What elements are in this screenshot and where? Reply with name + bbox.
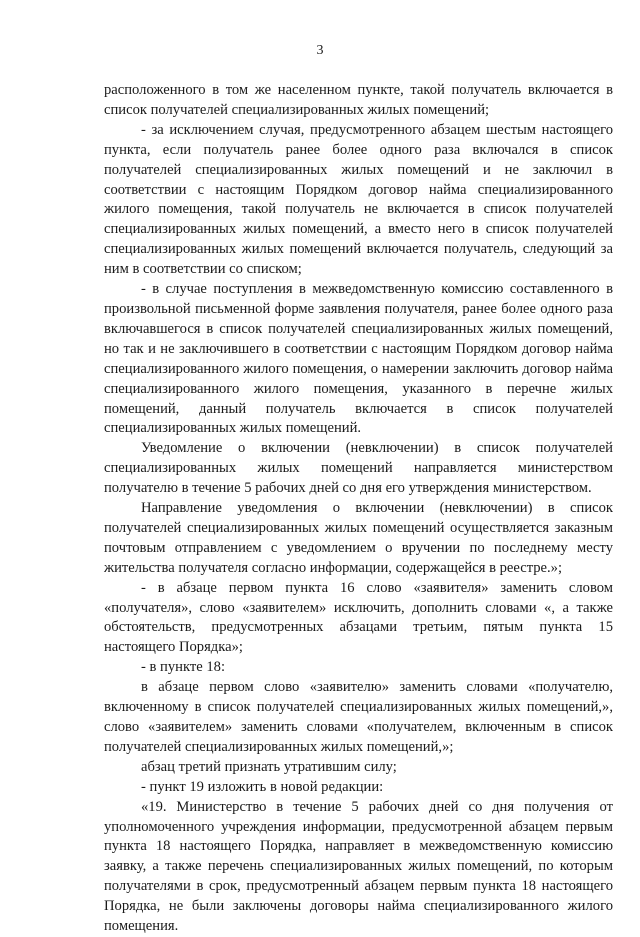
paragraph-notification: Уведомление о включении (невключении) в список получателей специализированных жилых помещений направляется министерством получателю в течение 5 рабочих дней со дня его утверждения министерством.	[104, 440, 613, 497]
paragraph-notification-delivery: Направление уведомления о включении (невключении) в список получателей специализированных жилых помещений осуществляется заказным почтовым отправлением с уведомлением о вручении по последнему месту жительства получателя согласно информации, содержащейся в реестре.»;	[104, 500, 613, 576]
paragraph-point-18-heading: - в пункте 18:	[141, 659, 226, 676]
page-number: 3	[316, 43, 324, 58]
paragraph-point-18-third-abzats: абзац третий признать утратившим силу;	[141, 758, 397, 775]
paragraph-exception-clause: - за исключением случая, предусмотренного абзацем шестым настоящего пункта, если получатель ранее более одного раза включался в список получателей специализированных жилых помещений и не заключил в соответствии с настоящим Порядком договор найма специализированного жилого помещения, такой получатель не включается в список получателей специализированных жилых помещений, а вместо него в список получателей специализированных жилых помещений включается получатель, следующий за ним в соответствии со списком;	[104, 121, 613, 278]
paragraph-application-clause: - в случае поступления в межведомственную комиссию составленного в произвольной письменной форме заявления получателя, ранее более одного раза включавшегося в список получателей специализированных жилых помещений, но так и не заключившего в соответствии с настоящим Порядком договор найма специализированного жилого помещения, о намерении заключить договор найма специализированного жилого помещения, указанного в перечне жилых помещений, данный получатель включается в список получателей специализированных жилых помещений.	[104, 281, 613, 437]
paragraph-continuation: расположенного в том же населенном пункте, такой получатель включается в список получателей специализированных жилых помещений;	[104, 82, 613, 118]
document-body	[104, 81, 613, 937]
paragraph-point-16-amendment: - в абзаце первом пункта 16 слово «заявителя» заменить словом «получателя», слово «заявителем» исключить, дополнить словами «, а также обстоятельств, предусмотренных абзацами третьим, пятым пункта 15 настоящего Порядка»;	[104, 579, 613, 656]
paragraph-point-19-new-text: «19. Министерство в течение 5 рабочих дней со дня получения от уполномоченного учреждения информации, предусмотренной абзацем первым пункта 18 настоящего Порядка, направляет в межведомственную комиссию заявку, а также перечень специализированных жилых помещений, по которым получателями в срок, предусмотренный абзацем первым пункта 18 настоящего Порядка, не были заключены договоры найма специализированного жилого помещения.	[104, 798, 613, 935]
paragraph-point-18-first-abzats: в абзаце первом слово «заявителю» заменить словами «получателю, включенному в список получателей специализированных жилых помещений,», слово «заявителем» заменить словами «получателем, включенным в список получателей специализированных жилых помещений,»;	[104, 679, 613, 755]
paragraph-point-19-heading: - пункт 19 изложить в новой редакции:	[141, 778, 384, 795]
